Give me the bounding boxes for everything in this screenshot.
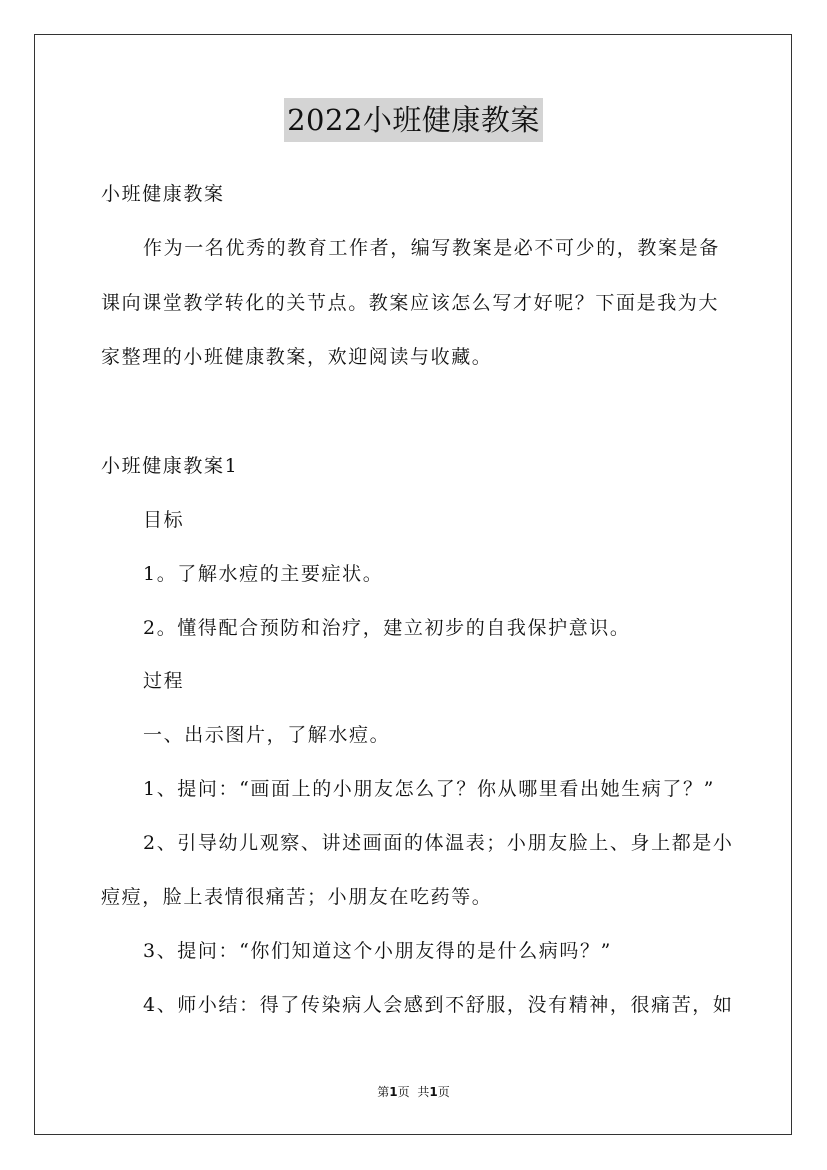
list-item: 1。了解水痘的主要症状。 [143, 563, 384, 585]
list-item: 4、师小结：得了传染病人会感到不舒服，没有精神，很痛苦，如 [143, 994, 734, 1016]
section-heading: 小班健康教案 [101, 183, 225, 205]
paragraph-line: 家整理的小班健康教案，欢迎阅读与收藏。 [101, 346, 493, 368]
footer-page-number: 1 [389, 1085, 398, 1099]
list-item: 一、出示图片，了解水痘。 [143, 724, 391, 746]
paragraph-line: 课向课堂教学转化的关节点。教案应该怎么写才好呢？下面是我为大 [101, 292, 720, 314]
paragraph-line: 作为一名优秀的教育工作者，编写教案是必不可少的，教案是备 [143, 237, 720, 259]
list-item: 1、提问：“画面上的小朋友怎么了？你从哪里看出她生病了？” [143, 778, 715, 800]
list-item: 2。懂得配合预防和治疗，建立初步的自我保护意识。 [143, 617, 631, 639]
paragraph-line: 痘痘，脸上表情很痛苦；小朋友在吃药等。 [101, 886, 493, 908]
section-heading: 小班健康教案1 [101, 455, 239, 477]
subheading: 过程 [143, 670, 185, 692]
footer-total-pages: 1 [429, 1085, 438, 1099]
footer-page-prefix: 第 [377, 1085, 390, 1099]
document-title: 2022小班健康教案 [284, 98, 543, 142]
footer-page-suffix: 页 [397, 1085, 410, 1099]
page-footer [0, 1084, 827, 1100]
list-item: 3、提问：“你们知道这个小朋友得的是什么病吗？” [143, 940, 612, 962]
subheading: 目标 [143, 509, 185, 531]
title-container [0, 98, 827, 142]
list-item: 2、引导幼儿观察、讲述画面的体温表；小朋友脸上、身上都是小 [143, 832, 734, 854]
footer-total-suffix: 页 [437, 1085, 450, 1099]
footer-total-prefix: 共 [417, 1085, 430, 1099]
